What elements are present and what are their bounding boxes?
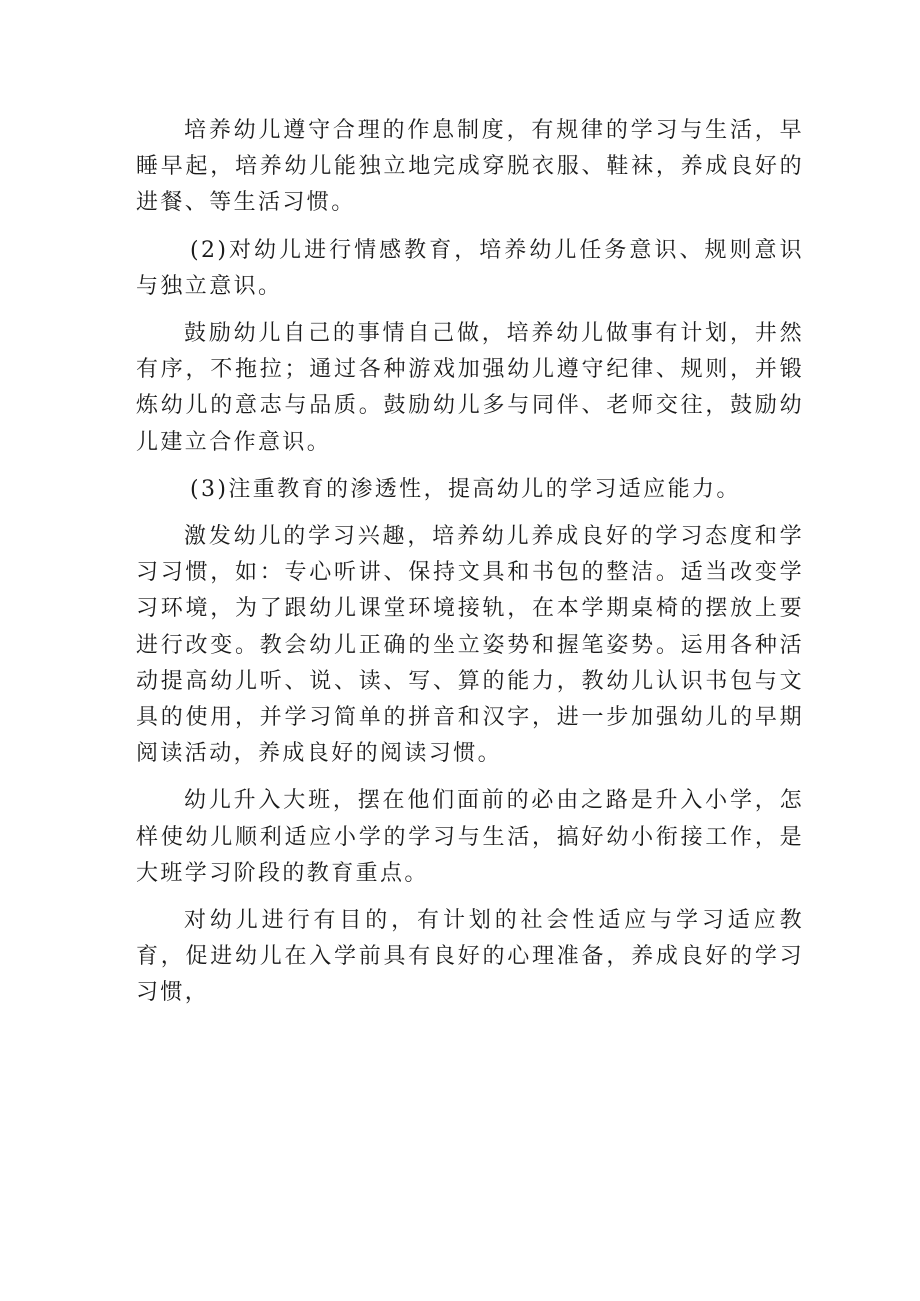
paragraph-routine-habits: 培养幼儿遵守合理的作息制度，有规律的学习与生活，早睡早起，培养幼儿能独立地完成穿脱衣服、鞋袜，养成良好的进餐、等生活习惯。: [136, 118, 804, 216]
paragraph-self-reliance: 鼓励幼儿自己的事情自己做，培养幼儿做事有计划，井然有序，不拖拉；通过各种游戏加强幼儿遵守纪律、规则，并锻炼幼儿的意志与品质。鼓励幼儿多与同伴、老师交往，鼓励幼儿建立合作意识。: [136, 321, 804, 455]
section-heading-learning-adaptation: (3)注重教育的渗透性，提高幼儿的学习适应能力。: [190, 476, 741, 502]
paragraph-purposeful-education: 对幼儿进行有目的，有计划的社会性适应与学习适应教育，促进幼儿在入学前具有良好的心理准备，养成良好的学习习惯，: [136, 908, 804, 1006]
document-page: [136, 113, 804, 1023]
section-heading-emotional-education: (2)对幼儿进行情感教育，培养幼儿任务意识、规则意识与独立意识。: [136, 237, 804, 299]
paragraph-learning-interest: 激发幼儿的学习兴趣，培养幼儿养成良好的学习态度和学习习惯，如：专心听讲、保持文具和书包的整洁。适当改变学习环境，为了跟幼儿课堂环境接轨，在本学期桌椅的摆放上要进行改变。教会幼儿正确的坐立姿势和握笔姿势。运用各种活动提高幼儿听、说、读、写、算的能力，教幼儿认识书包与文具的使用，并学习简单的拼音和汉字，进一步加强幼儿的早期阅读活动，养成良好的阅读习惯。: [136, 524, 804, 767]
paragraph-kindergarten-transition: 幼儿升入大班，摆在他们面前的必由之路是升入小学，怎样使幼儿顺利适应小学的学习与生活，搞好幼小衔接工作，是大班学习阶段的教育重点。: [136, 788, 804, 886]
